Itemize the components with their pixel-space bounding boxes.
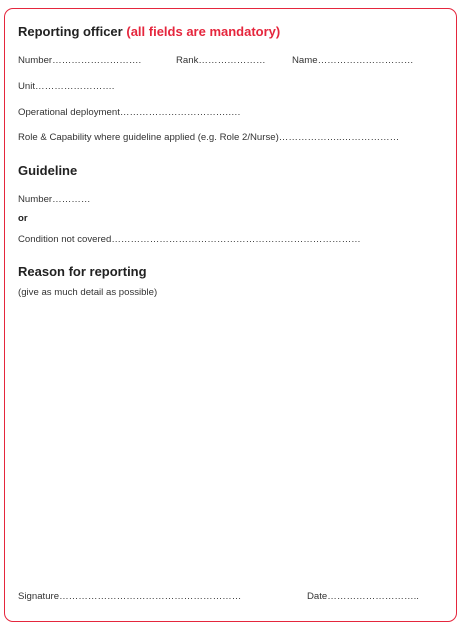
guideline-number-field[interactable]: Number………… bbox=[18, 194, 91, 205]
reason-text-area[interactable] bbox=[18, 304, 443, 584]
or-label: or bbox=[18, 213, 28, 224]
role-capability-field[interactable]: Role & Capability where guideline applied (e.g. Role 2/Nurse)………………..……………… bbox=[18, 132, 400, 143]
condition-not-covered-field[interactable]: Condition not covered…………………………………………………………………… bbox=[18, 234, 361, 245]
guideline-heading: Guideline bbox=[18, 163, 78, 178]
officer-rank-field[interactable]: Rank………………… bbox=[176, 55, 266, 66]
officer-name-field[interactable]: Name………………………… bbox=[292, 55, 414, 66]
signature-field[interactable]: Signature………………………………………………… bbox=[18, 591, 242, 602]
operational-deployment-field[interactable]: Operational deployment…………………………….…. bbox=[18, 107, 241, 118]
date-field[interactable]: Date……………………….. bbox=[307, 591, 419, 602]
mandatory-note: (all fields are mandatory) bbox=[126, 24, 281, 39]
reporting-form-card bbox=[4, 8, 457, 622]
reason-hint: (give as much detail as possible) bbox=[18, 287, 158, 298]
officer-unit-field[interactable]: Unit……………………. bbox=[18, 81, 115, 92]
reason-heading: Reason for reporting bbox=[18, 264, 147, 279]
officer-number-field[interactable]: Number………………………. bbox=[18, 55, 142, 66]
reporting-officer-title: Reporting officer bbox=[18, 24, 123, 39]
reporting-officer-heading bbox=[18, 24, 280, 39]
